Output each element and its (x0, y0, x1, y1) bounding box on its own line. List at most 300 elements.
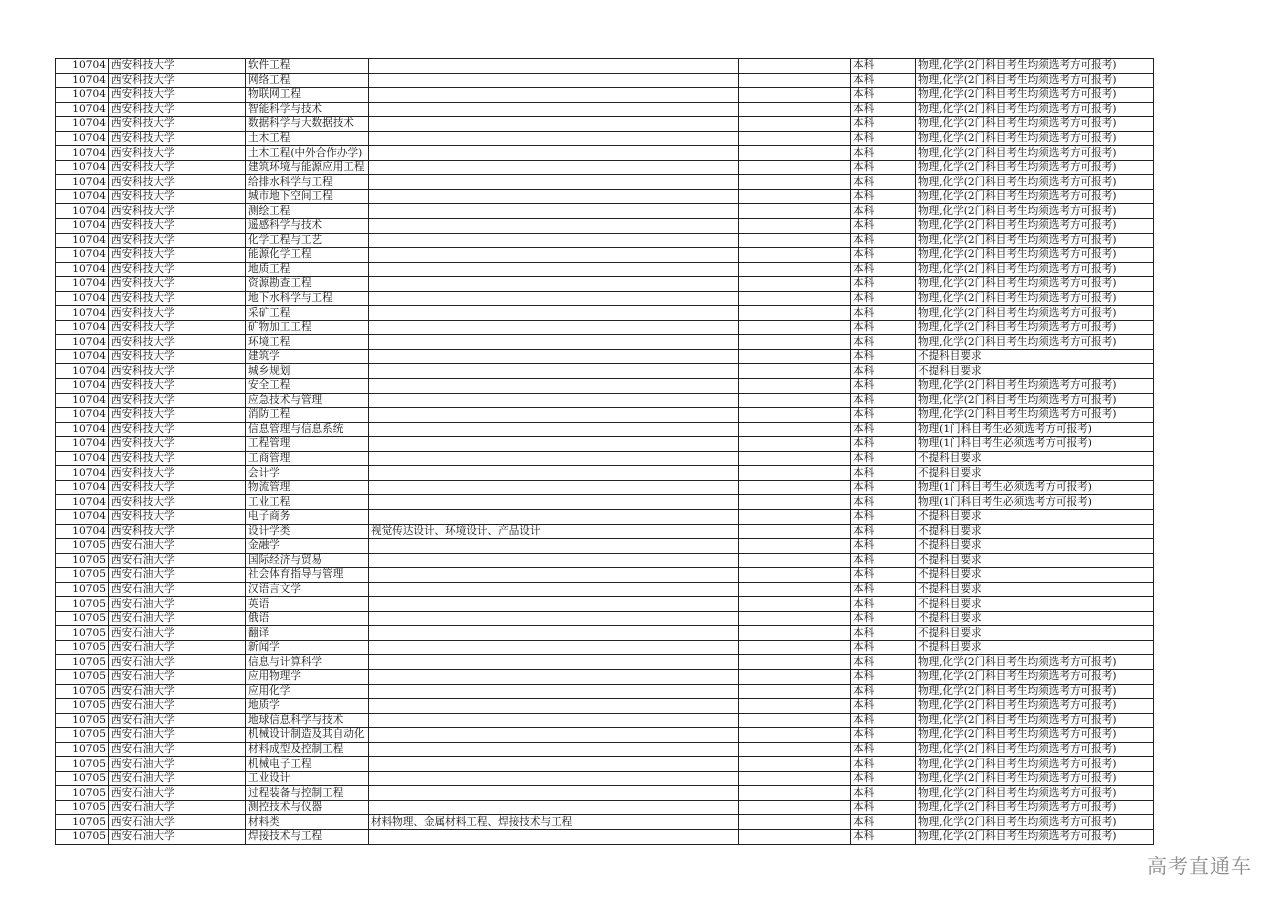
blank-cell (739, 437, 851, 452)
blank-cell (739, 277, 851, 292)
includes-majors-cell (369, 800, 739, 815)
school-name-cell: 西安科技大学 (109, 248, 246, 263)
subject-requirement-cell: 不提科目要求 (916, 509, 1154, 524)
level-cell: 本科 (851, 306, 916, 321)
includes-majors-cell (369, 219, 739, 234)
blank-cell (739, 771, 851, 786)
blank-cell (739, 655, 851, 670)
school-code-cell: 10704 (56, 320, 109, 335)
table-row (56, 757, 1154, 772)
school-name-cell: 西安科技大学 (109, 219, 246, 234)
school-code-cell: 10705 (56, 582, 109, 597)
major-name-cell: 测绘工程 (246, 204, 369, 219)
table-row (56, 626, 1154, 641)
major-name-cell: 应用物理学 (246, 669, 369, 684)
subject-requirement-cell: 物理,化学(2门科目考生均须选考方可报考) (916, 146, 1154, 161)
subject-requirement-cell: 物理,化学(2门科目考生均须选考方可报考) (916, 277, 1154, 292)
major-name-cell: 土木工程 (246, 131, 369, 146)
level-cell: 本科 (851, 509, 916, 524)
table-row (56, 59, 1154, 74)
school-code-cell: 10705 (56, 742, 109, 757)
blank-cell (739, 262, 851, 277)
major-name-cell: 信息管理与信息系统 (246, 422, 369, 437)
school-code-cell: 10705 (56, 568, 109, 583)
includes-majors-cell (369, 335, 739, 350)
level-cell: 本科 (851, 524, 916, 539)
school-name-cell: 西安科技大学 (109, 262, 246, 277)
school-name-cell: 西安石油大学 (109, 699, 246, 714)
school-code-cell: 10704 (56, 379, 109, 394)
table-row (56, 771, 1154, 786)
school-code-cell: 10704 (56, 291, 109, 306)
subject-requirement-cell: 物理,化学(2门科目考生均须选考方可报考) (916, 786, 1154, 801)
school-code-cell: 10704 (56, 204, 109, 219)
level-cell: 本科 (851, 815, 916, 830)
blank-cell (739, 88, 851, 103)
subject-requirement-cell: 不提科目要求 (916, 611, 1154, 626)
level-cell: 本科 (851, 160, 916, 175)
blank-cell (739, 117, 851, 132)
school-code-cell: 10704 (56, 131, 109, 146)
school-code-cell: 10704 (56, 466, 109, 481)
blank-cell (739, 539, 851, 554)
school-code-cell: 10705 (56, 669, 109, 684)
school-name-cell: 西安石油大学 (109, 539, 246, 554)
school-name-cell: 西安科技大学 (109, 277, 246, 292)
table-row (56, 73, 1154, 88)
school-code-cell: 10704 (56, 73, 109, 88)
major-name-cell: 软件工程 (246, 59, 369, 74)
table-row (56, 393, 1154, 408)
level-cell: 本科 (851, 786, 916, 801)
blank-cell (739, 146, 851, 161)
school-name-cell: 西安石油大学 (109, 728, 246, 743)
school-code-cell: 10704 (56, 277, 109, 292)
school-name-cell: 西安科技大学 (109, 393, 246, 408)
school-name-cell: 西安石油大学 (109, 757, 246, 772)
includes-majors-cell (369, 364, 739, 379)
major-name-cell: 俄语 (246, 611, 369, 626)
table-row (56, 742, 1154, 757)
major-name-cell: 消防工程 (246, 408, 369, 423)
blank-cell (739, 408, 851, 423)
school-code-cell: 10704 (56, 146, 109, 161)
blank-cell (739, 611, 851, 626)
blank-cell (739, 699, 851, 714)
includes-majors-cell (369, 539, 739, 554)
major-name-cell: 城市地下空间工程 (246, 189, 369, 204)
subject-requirement-cell: 物理,化学(2门科目考生均须选考方可报考) (916, 189, 1154, 204)
school-name-cell: 西安科技大学 (109, 306, 246, 321)
school-name-cell: 西安科技大学 (109, 291, 246, 306)
major-name-cell: 机械电子工程 (246, 757, 369, 772)
blank-cell (739, 248, 851, 263)
school-name-cell: 西安科技大学 (109, 335, 246, 350)
includes-majors-cell (369, 146, 739, 161)
blank-cell (739, 815, 851, 830)
includes-majors-cell: 材料物理、金属材料工程、焊接技术与工程 (369, 815, 739, 830)
level-cell: 本科 (851, 495, 916, 510)
blank-cell (739, 335, 851, 350)
includes-majors-cell (369, 699, 739, 714)
school-code-cell: 10705 (56, 757, 109, 772)
table-row (56, 553, 1154, 568)
major-name-cell: 翻译 (246, 626, 369, 641)
major-name-cell: 数据科学与大数据技术 (246, 117, 369, 132)
major-name-cell: 地球信息科学与技术 (246, 713, 369, 728)
table-body (56, 59, 1154, 845)
major-name-cell: 物流管理 (246, 480, 369, 495)
level-cell: 本科 (851, 757, 916, 772)
table-row (56, 117, 1154, 132)
level-cell: 本科 (851, 597, 916, 612)
subject-requirement-cell: 物理,化学(2门科目考生均须选考方可报考) (916, 233, 1154, 248)
school-code-cell: 10704 (56, 349, 109, 364)
subject-requirement-cell: 不提科目要求 (916, 466, 1154, 481)
subject-requirement-cell: 物理,化学(2门科目考生均须选考方可报考) (916, 655, 1154, 670)
blank-cell (739, 626, 851, 641)
blank-cell (739, 713, 851, 728)
level-cell: 本科 (851, 728, 916, 743)
school-name-cell: 西安科技大学 (109, 146, 246, 161)
subject-requirement-cell: 物理(1门科目考生必须选考方可报考) (916, 437, 1154, 452)
level-cell: 本科 (851, 131, 916, 146)
level-cell: 本科 (851, 204, 916, 219)
includes-majors-cell (369, 422, 739, 437)
school-code-cell: 10704 (56, 509, 109, 524)
school-name-cell: 西安科技大学 (109, 117, 246, 132)
major-name-cell: 国际经济与贸易 (246, 553, 369, 568)
includes-majors-cell (369, 160, 739, 175)
level-cell: 本科 (851, 59, 916, 74)
blank-cell (739, 829, 851, 844)
includes-majors-cell (369, 771, 739, 786)
blank-cell (739, 684, 851, 699)
level-cell: 本科 (851, 102, 916, 117)
blank-cell (739, 553, 851, 568)
school-code-cell: 10705 (56, 800, 109, 815)
major-name-cell: 焊接技术与工程 (246, 829, 369, 844)
table-row (56, 815, 1154, 830)
table-row (56, 669, 1154, 684)
table-row (56, 291, 1154, 306)
level-cell: 本科 (851, 262, 916, 277)
blank-cell (739, 291, 851, 306)
subject-requirement-cell: 物理,化学(2门科目考生均须选考方可报考) (916, 713, 1154, 728)
level-cell: 本科 (851, 713, 916, 728)
subject-requirement-cell: 不提科目要求 (916, 539, 1154, 554)
subject-requirement-cell: 不提科目要求 (916, 349, 1154, 364)
subject-requirement-cell: 不提科目要求 (916, 582, 1154, 597)
major-name-cell: 安全工程 (246, 379, 369, 394)
school-code-cell: 10704 (56, 248, 109, 263)
major-name-cell: 采矿工程 (246, 306, 369, 321)
subject-requirement-cell: 物理,化学(2门科目考生均须选考方可报考) (916, 204, 1154, 219)
level-cell: 本科 (851, 73, 916, 88)
school-name-cell: 西安石油大学 (109, 655, 246, 670)
school-code-cell: 10705 (56, 597, 109, 612)
blank-cell (739, 640, 851, 655)
school-code-cell: 10704 (56, 437, 109, 452)
includes-majors-cell (369, 117, 739, 132)
school-name-cell: 西安石油大学 (109, 568, 246, 583)
school-code-cell: 10704 (56, 393, 109, 408)
school-name-cell: 西安石油大学 (109, 684, 246, 699)
table-row (56, 379, 1154, 394)
includes-majors-cell (369, 509, 739, 524)
subject-requirement-cell: 不提科目要求 (916, 640, 1154, 655)
subject-requirement-cell: 物理,化学(2门科目考生均须选考方可报考) (916, 379, 1154, 394)
subject-requirement-cell: 不提科目要求 (916, 626, 1154, 641)
school-name-cell: 西安科技大学 (109, 233, 246, 248)
level-cell: 本科 (851, 829, 916, 844)
includes-majors-cell (369, 466, 739, 481)
table-row (56, 189, 1154, 204)
table-row (56, 262, 1154, 277)
major-name-cell: 机械设计制造及其自动化 (246, 728, 369, 743)
major-name-cell: 应急技术与管理 (246, 393, 369, 408)
blank-cell (739, 379, 851, 394)
major-name-cell: 社会体育指导与管理 (246, 568, 369, 583)
includes-majors-cell (369, 437, 739, 452)
school-code-cell: 10704 (56, 524, 109, 539)
level-cell: 本科 (851, 568, 916, 583)
level-cell: 本科 (851, 422, 916, 437)
includes-majors-cell (369, 480, 739, 495)
blank-cell (739, 466, 851, 481)
subject-requirement-cell: 不提科目要求 (916, 451, 1154, 466)
includes-majors-cell (369, 742, 739, 757)
subject-requirement-cell: 不提科目要求 (916, 553, 1154, 568)
level-cell: 本科 (851, 335, 916, 350)
level-cell: 本科 (851, 480, 916, 495)
school-code-cell: 10705 (56, 771, 109, 786)
includes-majors-cell (369, 757, 739, 772)
subject-requirement-cell: 不提科目要求 (916, 568, 1154, 583)
table-row (56, 509, 1154, 524)
includes-majors-cell (369, 189, 739, 204)
includes-majors-cell (369, 626, 739, 641)
subject-requirement-cell: 物理,化学(2门科目考生均须选考方可报考) (916, 320, 1154, 335)
blank-cell (739, 568, 851, 583)
subject-requirement-cell: 物理,化学(2门科目考生均须选考方可报考) (916, 757, 1154, 772)
level-cell: 本科 (851, 175, 916, 190)
blank-cell (739, 422, 851, 437)
major-name-cell: 建筑环境与能源应用工程 (246, 160, 369, 175)
subject-requirement-cell: 物理,化学(2门科目考生均须选考方可报考) (916, 175, 1154, 190)
school-name-cell: 西安科技大学 (109, 204, 246, 219)
school-name-cell: 西安科技大学 (109, 466, 246, 481)
major-name-cell: 土木工程(中外合作办学) (246, 146, 369, 161)
level-cell: 本科 (851, 451, 916, 466)
includes-majors-cell (369, 233, 739, 248)
level-cell: 本科 (851, 539, 916, 554)
subject-requirement-cell: 物理,化学(2门科目考生均须选考方可报考) (916, 728, 1154, 743)
includes-majors-cell (369, 59, 739, 74)
major-name-cell: 工商管理 (246, 451, 369, 466)
school-name-cell: 西安石油大学 (109, 771, 246, 786)
blank-cell (739, 320, 851, 335)
major-name-cell: 资源勘查工程 (246, 277, 369, 292)
subject-requirement-cell: 物理,化学(2门科目考生均须选考方可报考) (916, 771, 1154, 786)
table-row (56, 582, 1154, 597)
watermark-text: 高考直通车 (1147, 854, 1252, 878)
subject-requirement-cell: 物理,化学(2门科目考生均须选考方可报考) (916, 262, 1154, 277)
blank-cell (739, 102, 851, 117)
includes-majors-cell (369, 655, 739, 670)
table-row (56, 204, 1154, 219)
level-cell: 本科 (851, 320, 916, 335)
table-row (56, 713, 1154, 728)
school-code-cell: 10705 (56, 728, 109, 743)
table-row (56, 175, 1154, 190)
includes-majors-cell (369, 306, 739, 321)
subject-requirement-cell: 物理,化学(2门科目考生均须选考方可报考) (916, 742, 1154, 757)
level-cell: 本科 (851, 219, 916, 234)
major-name-cell: 材料成型及控制工程 (246, 742, 369, 757)
table-row (56, 451, 1154, 466)
school-code-cell: 10704 (56, 364, 109, 379)
subject-requirement-cell: 物理,化学(2门科目考生均须选考方可报考) (916, 306, 1154, 321)
school-code-cell: 10705 (56, 815, 109, 830)
table-row (56, 277, 1154, 292)
includes-majors-cell (369, 277, 739, 292)
table-row (56, 422, 1154, 437)
includes-majors-cell (369, 349, 739, 364)
subject-requirement-cell: 不提科目要求 (916, 597, 1154, 612)
major-name-cell: 化学工程与工艺 (246, 233, 369, 248)
subject-requirement-cell: 物理,化学(2门科目考生均须选考方可报考) (916, 102, 1154, 117)
level-cell: 本科 (851, 640, 916, 655)
subject-requirement-cell: 物理,化学(2门科目考生均须选考方可报考) (916, 219, 1154, 234)
blank-cell (739, 728, 851, 743)
school-name-cell: 西安石油大学 (109, 582, 246, 597)
table-row (56, 146, 1154, 161)
school-name-cell: 西安科技大学 (109, 175, 246, 190)
major-name-cell: 金融学 (246, 539, 369, 554)
includes-majors-cell (369, 786, 739, 801)
subject-requirement-cell: 物理,化学(2门科目考生均须选考方可报考) (916, 408, 1154, 423)
subject-requirement-cell: 不提科目要求 (916, 524, 1154, 539)
table-row (56, 524, 1154, 539)
level-cell: 本科 (851, 553, 916, 568)
school-code-cell: 10705 (56, 786, 109, 801)
includes-majors-cell (369, 684, 739, 699)
includes-majors-cell (369, 669, 739, 684)
major-name-cell: 矿物加工工程 (246, 320, 369, 335)
blank-cell (739, 73, 851, 88)
level-cell: 本科 (851, 669, 916, 684)
subject-requirement-cell: 物理,化学(2门科目考生均须选考方可报考) (916, 88, 1154, 103)
school-name-cell: 西安科技大学 (109, 495, 246, 510)
school-name-cell: 西安科技大学 (109, 480, 246, 495)
table-row (56, 437, 1154, 452)
school-name-cell: 西安科技大学 (109, 524, 246, 539)
level-cell: 本科 (851, 233, 916, 248)
table-row (56, 335, 1154, 350)
major-name-cell: 工业设计 (246, 771, 369, 786)
school-name-cell: 西安石油大学 (109, 786, 246, 801)
level-cell: 本科 (851, 582, 916, 597)
school-code-cell: 10704 (56, 480, 109, 495)
school-name-cell: 西安科技大学 (109, 437, 246, 452)
subject-requirement-cell: 不提科目要求 (916, 364, 1154, 379)
major-name-cell: 智能科学与技术 (246, 102, 369, 117)
subject-requirement-cell: 物理(1门科目考生必须选考方可报考) (916, 495, 1154, 510)
includes-majors-cell (369, 640, 739, 655)
table-row (56, 480, 1154, 495)
table-row (56, 611, 1154, 626)
includes-majors-cell (369, 73, 739, 88)
blank-cell (739, 742, 851, 757)
subject-requirement-cell: 物理,化学(2门科目考生均须选考方可报考) (916, 393, 1154, 408)
blank-cell (739, 582, 851, 597)
school-name-cell: 西安石油大学 (109, 597, 246, 612)
school-code-cell: 10704 (56, 408, 109, 423)
blank-cell (739, 175, 851, 190)
includes-majors-cell (369, 379, 739, 394)
school-code-cell: 10705 (56, 640, 109, 655)
table-row (56, 466, 1154, 481)
major-name-cell: 电子商务 (246, 509, 369, 524)
major-name-cell: 地质工程 (246, 262, 369, 277)
major-name-cell: 地下水科学与工程 (246, 291, 369, 306)
blank-cell (739, 160, 851, 175)
table-row (56, 408, 1154, 423)
includes-majors-cell (369, 495, 739, 510)
includes-majors-cell (369, 553, 739, 568)
school-code-cell: 10704 (56, 175, 109, 190)
table-row (56, 88, 1154, 103)
blank-cell (739, 597, 851, 612)
school-name-cell: 西安科技大学 (109, 408, 246, 423)
school-code-cell: 10704 (56, 262, 109, 277)
includes-majors-cell (369, 320, 739, 335)
includes-majors-cell (369, 204, 739, 219)
subject-requirement-cell: 物理,化学(2门科目考生均须选考方可报考) (916, 669, 1154, 684)
table-row (56, 349, 1154, 364)
major-name-cell: 英语 (246, 597, 369, 612)
major-name-cell: 设计学类 (246, 524, 369, 539)
school-name-cell: 西安科技大学 (109, 189, 246, 204)
level-cell: 本科 (851, 699, 916, 714)
blank-cell (739, 59, 851, 74)
school-name-cell: 西安科技大学 (109, 102, 246, 117)
school-code-cell: 10704 (56, 189, 109, 204)
major-name-cell: 材料类 (246, 815, 369, 830)
subject-requirement-cell: 物理,化学(2门科目考生均须选考方可报考) (916, 684, 1154, 699)
school-name-cell: 西安科技大学 (109, 320, 246, 335)
school-name-cell: 西安科技大学 (109, 509, 246, 524)
school-name-cell: 西安科技大学 (109, 364, 246, 379)
includes-majors-cell (369, 728, 739, 743)
school-name-cell: 西安石油大学 (109, 829, 246, 844)
major-name-cell: 信息与计算科学 (246, 655, 369, 670)
blank-cell (739, 393, 851, 408)
subject-requirement-cell: 物理,化学(2门科目考生均须选考方可报考) (916, 699, 1154, 714)
major-name-cell: 会计学 (246, 466, 369, 481)
subject-requirement-cell: 物理,化学(2门科目考生均须选考方可报考) (916, 117, 1154, 132)
major-name-cell: 过程装备与控制工程 (246, 786, 369, 801)
school-name-cell: 西安科技大学 (109, 73, 246, 88)
school-code-cell: 10704 (56, 233, 109, 248)
major-name-cell: 物联网工程 (246, 88, 369, 103)
blank-cell (739, 786, 851, 801)
includes-majors-cell: 视觉传达设计、环境设计、产品设计 (369, 524, 739, 539)
school-name-cell: 西安科技大学 (109, 160, 246, 175)
subject-requirement-cell: 物理,化学(2门科目考生均须选考方可报考) (916, 131, 1154, 146)
level-cell: 本科 (851, 364, 916, 379)
